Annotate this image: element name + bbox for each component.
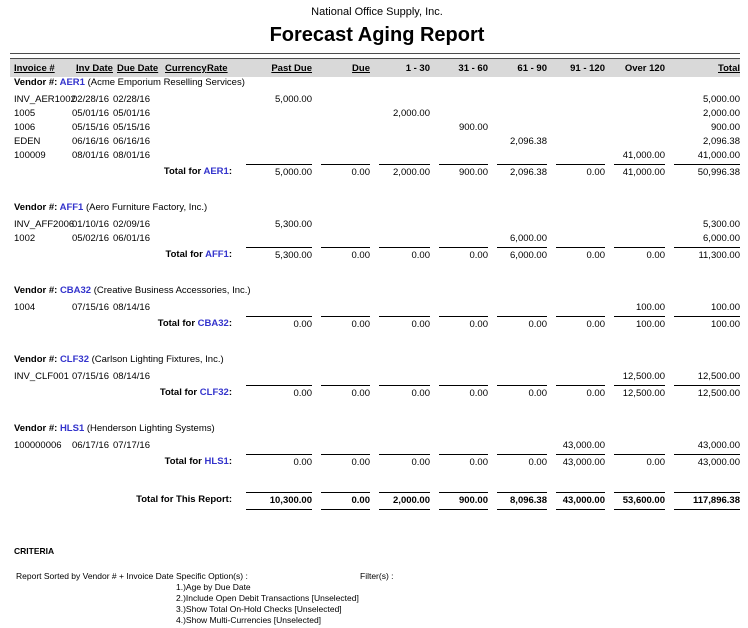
amount-total: 5,300.00 [703,219,740,230]
vendor-total-amount-past-due: 0.00 [246,454,312,468]
vendor-total-amount-due: 0.00 [321,164,370,178]
amount-over-120: 12,500.00 [622,371,665,382]
amount-due [312,136,370,147]
invoice-inv-date: 05/02/16 [72,233,109,244]
vendor-heading [14,423,740,434]
invoice-row [14,440,740,451]
invoice-currency [161,94,203,105]
vendor-total-code: AFF1 [205,249,229,260]
vendor-total-row [14,247,740,261]
vendor-name: (Carlson Lighting Fixtures, Inc.) [91,354,224,365]
total-colon: : [228,166,232,177]
invoice-row [14,94,740,105]
invoice-rate [203,150,237,161]
vendor-total-amount-past-due: 0.00 [246,385,312,399]
invoice-rate [203,233,237,244]
invoice-due-date: 07/17/16 [113,440,150,451]
vendor-number-label: Vendor #: [14,423,60,434]
amount-31-60: 900.00 [458,122,488,133]
amount-61-90: 2,096.38 [510,136,547,147]
amount-61-90 [488,440,547,451]
vendor-total-amount-due: 0.00 [321,385,370,399]
vendor-section [14,354,740,399]
column-header-31-60: 31 - 60 [458,63,488,74]
vendor-code: CBA32 [59,285,92,296]
amount-91-120 [547,371,605,382]
amount-over-120 [605,440,665,451]
total-colon: : [228,456,232,467]
amount-past-due: 5,300.00 [275,219,312,230]
amount-1-30 [370,371,430,382]
report-total-amount-over-120: 53,600.00 [614,492,665,510]
vendor-total-amount-past-due: 5,300.00 [246,247,312,261]
report-total-row [14,492,740,510]
vendor-total-code: CLF32 [199,387,229,398]
vendor-total-row [14,316,740,330]
invoice-row [14,136,740,147]
criteria-specific-options [176,571,360,626]
amount-total: 41,000.00 [697,150,740,161]
invoice-currency [161,219,203,230]
vendor-total-amount-1-30: 0.00 [379,385,430,399]
invoice-row [14,371,740,382]
amount-past-due [237,150,312,161]
invoice-row [14,122,740,133]
vendor-heading [14,77,740,88]
invoice-due-date: 05/15/16 [113,122,150,133]
column-header-due-date: Due Date [117,63,159,74]
amount-1-30 [370,122,430,133]
report-body [14,77,740,468]
criteria-filters-label: Filter(s) : [360,571,394,581]
amount-total: 2,096.38 [703,136,740,147]
vendor-heading [14,285,740,296]
amount-1-30 [370,302,430,313]
vendor-number-label: Vendor #: [14,285,60,296]
vendor-total-amount-1-30: 2,000.00 [379,164,430,178]
amount-total: 43,000.00 [697,440,740,451]
invoice-number: 1004 [14,302,36,313]
vendor-total-amount-91-120: 0.00 [556,385,605,399]
invoice-inv-date: 07/15/16 [72,371,109,382]
vendor-total-amount-31-60: 900.00 [439,164,488,178]
vendor-total-code: CBA32 [197,318,229,329]
amount-due [312,122,370,133]
vendor-total-label [14,247,237,261]
amount-91-120 [547,302,605,313]
vendor-heading [14,202,740,213]
invoice-number: INV_CLF001 [14,371,69,382]
vendor-total-label [14,316,237,330]
invoice-number: 1002 [14,233,36,244]
vendor-total-amount-61-90: 6,000.00 [497,247,547,261]
invoice-rate [203,440,237,451]
amount-91-120 [547,122,605,133]
vendor-number-label: Vendor #: [14,202,60,213]
vendor-code: HLS1 [59,423,85,434]
vendor-total-row [14,454,740,468]
amount-61-90 [488,219,547,230]
criteria-option-2: 2.)Include Open Debit Transactions [Unselected] [176,593,359,603]
invoice-number: EDEN [14,136,41,147]
invoice-rate [203,371,237,382]
amount-31-60 [430,136,488,147]
column-header-91-120: 91 - 120 [570,63,605,74]
invoice-rows [14,219,740,244]
amount-due [312,94,370,105]
invoice-number: 1005 [14,108,36,119]
vendor-total-amount-total: 11,300.00 [674,247,740,261]
total-for-text: Total for [165,249,206,260]
vendor-total-amount-over-120: 0.00 [614,247,665,261]
vendor-name: (Aero Furniture Factory, Inc.) [85,202,208,213]
amount-over-120 [605,122,665,133]
vendor-code: AER1 [59,77,85,88]
column-header-row [10,59,740,77]
total-colon: : [228,318,232,329]
vendor-name: (Creative Business Accessories, Inc.) [93,285,251,296]
invoice-number: 100000006 [14,440,62,451]
amount-total: 12,500.00 [697,371,740,382]
vendor-total-label [14,454,237,468]
vendor-total-amount-over-120: 41,000.00 [614,164,665,178]
amount-past-due [237,371,312,382]
column-header-due: Due [352,63,370,74]
amount-31-60 [430,108,488,119]
criteria-section [14,546,740,626]
invoice-inv-date: 05/01/16 [72,108,109,119]
report-total-amount-due: 0.00 [321,492,370,510]
amount-61-90 [488,150,547,161]
amount-over-120 [605,219,665,230]
vendor-total-amount-over-120: 100.00 [614,316,665,330]
vendor-code: CLF32 [59,354,89,365]
vendor-total-amount-total: 50,996.38 [674,164,740,178]
amount-past-due [237,108,312,119]
invoice-due-date: 02/09/16 [113,219,150,230]
amount-91-120 [547,150,605,161]
amount-over-120 [605,108,665,119]
column-header-past-due: Past Due [271,63,312,74]
total-for-text: Total for [164,456,205,467]
vendor-section [14,285,740,330]
amount-61-90 [488,94,547,105]
company-name: National Office Supply, Inc. [311,6,443,18]
amount-61-90: 6,000.00 [510,233,547,244]
vendor-total-amount-61-90: 0.00 [497,385,547,399]
amount-91-120 [547,233,605,244]
invoice-currency [161,108,203,119]
total-colon: : [228,249,232,260]
vendor-total-amount-past-due: 0.00 [246,316,312,330]
amount-61-90 [488,122,547,133]
vendor-total-code: HLS1 [204,456,229,467]
criteria-heading: CRITERIA [14,546,55,556]
criteria-option-3: 3.)Show Total On-Hold Checks [Unselected] [176,604,342,614]
vendor-total-label [14,164,237,178]
vendor-number-label: Vendor #: [14,354,60,365]
report-total-amount-91-120: 43,000.00 [556,492,605,510]
amount-31-60 [430,440,488,451]
vendor-total-amount-1-30: 0.00 [379,247,430,261]
amount-total: 900.00 [710,122,740,133]
amount-due [312,302,370,313]
amount-past-due [237,302,312,313]
vendor-total-amount-91-120: 0.00 [556,247,605,261]
amount-over-120 [605,136,665,147]
amount-31-60 [430,219,488,230]
amount-1-30 [370,440,430,451]
amount-1-30 [370,219,430,230]
column-header-total: Total [718,63,740,74]
vendor-total-amount-61-90: 2,096.38 [497,164,547,178]
report-total-amount-1-30: 2,000.00 [379,492,430,510]
amount-over-120: 100.00 [635,302,665,313]
amount-over-120 [605,94,665,105]
vendor-total-amount-61-90: 0.00 [497,316,547,330]
total-for-text: Total for [159,387,200,398]
vendor-total-amount-61-90: 0.00 [497,454,547,468]
vendor-total-amount-past-due: 5,000.00 [246,164,312,178]
invoice-row [14,233,740,244]
vendor-total-amount-over-120: 12,500.00 [614,385,665,399]
vendor-total-row [14,385,740,399]
amount-due [312,233,370,244]
vendor-total-amount-1-30: 0.00 [379,316,430,330]
vendor-total-label [14,385,237,399]
criteria-option-1: 1.)Age by Due Date [176,582,251,592]
amount-past-due [237,122,312,133]
vendor-total-amount-1-30: 0.00 [379,454,430,468]
report-total-label: Total for This Report: [136,494,232,505]
amount-due [312,219,370,230]
invoice-rate [203,122,237,133]
invoice-inv-date: 01/10/16 [72,219,109,230]
amount-past-due: 5,000.00 [275,94,312,105]
invoice-currency [161,136,203,147]
total-for-text: Total for [157,318,198,329]
invoice-currency [161,122,203,133]
amount-total: 100.00 [710,302,740,313]
amount-total: 5,000.00 [703,94,740,105]
vendor-total-amount-over-120: 0.00 [614,454,665,468]
vendor-section [14,202,740,261]
amount-91-120 [547,219,605,230]
amount-1-30: 2,000.00 [393,108,430,119]
amount-over-120 [605,233,665,244]
vendor-heading [14,354,740,365]
amount-91-120 [547,136,605,147]
invoice-rate [203,94,237,105]
vendor-total-amount-total: 100.00 [674,316,740,330]
invoice-inv-date: 07/15/16 [72,302,109,313]
invoice-currency [161,371,203,382]
amount-due [312,440,370,451]
invoice-row [14,302,740,313]
invoice-rate [203,302,237,313]
column-header-61-90: 61 - 90 [517,63,547,74]
amount-61-90 [488,302,547,313]
column-header-1-30: 1 - 30 [405,63,430,74]
amount-total: 2,000.00 [703,108,740,119]
amount-91-120 [547,108,605,119]
vendor-section [14,423,740,468]
amount-total: 6,000.00 [703,233,740,244]
vendor-total-amount-91-120: 0.00 [556,164,605,178]
column-header-over-120: Over 120 [624,63,665,74]
invoice-inv-date: 08/01/16 [72,150,109,161]
criteria-options-list [176,582,360,626]
amount-61-90 [488,371,547,382]
invoice-number: INV_AER1002 [14,94,76,105]
vendor-total-code: AER1 [203,166,229,177]
invoice-currency [161,302,203,313]
invoice-inv-date: 06/16/16 [72,136,109,147]
report-total-amount-past-due: 10,300.00 [246,492,312,510]
amount-91-120: 43,000.00 [562,440,605,451]
report-total-amount-31-60: 900.00 [439,492,488,510]
invoice-number: INV_AFF2006 [14,219,75,230]
total-for-text: Total for [163,166,204,177]
amount-over-120: 41,000.00 [622,150,665,161]
amount-1-30 [370,94,430,105]
amount-past-due [237,233,312,244]
total-colon: : [228,387,232,398]
criteria-option-4: 4.)Show Multi-Currencies [Unselected] [176,615,322,625]
report-total-amount-total: 117,896.38 [674,492,740,510]
amount-1-30 [370,233,430,244]
invoice-currency [161,150,203,161]
amount-61-90 [488,108,547,119]
vendor-total-amount-total: 43,000.00 [674,454,740,468]
column-header-inv-date: Inv Date [76,63,113,74]
amount-31-60 [430,302,488,313]
invoice-inv-date: 02/28/16 [72,94,109,105]
invoice-currency [161,440,203,451]
criteria-specific-options-label: Specific Option(s) : [176,571,248,581]
invoice-due-date: 06/01/16 [113,233,150,244]
invoice-due-date: 08/01/16 [113,150,150,161]
amount-past-due [237,440,312,451]
invoice-due-date: 06/16/16 [113,136,150,147]
vendor-total-row [14,164,740,178]
invoice-row [14,219,740,230]
report-total-amount-61-90: 8,096.38 [497,492,547,510]
amount-due [312,371,370,382]
amount-due [312,150,370,161]
invoice-number: 1006 [14,122,36,133]
vendor-number-label: Vendor #: [14,77,60,88]
vendor-total-amount-31-60: 0.00 [439,247,488,261]
column-header-currency: Currency [165,63,207,74]
invoice-due-date: 05/01/16 [113,108,150,119]
invoice-rows [14,440,740,451]
column-header-rate: Rate [207,63,228,74]
invoice-rate [203,136,237,147]
amount-31-60 [430,371,488,382]
invoice-number: 100009 [14,150,46,161]
page-title: Forecast Aging Report [269,24,485,46]
criteria-sorted-by: Report Sorted by Vendor # + Invoice Date [16,571,174,581]
vendor-total-amount-due: 0.00 [321,316,370,330]
invoice-rows [14,371,740,382]
amount-1-30 [370,136,430,147]
vendor-total-amount-due: 0.00 [321,247,370,261]
amount-due [312,108,370,119]
amount-1-30 [370,150,430,161]
vendor-total-amount-due: 0.00 [321,454,370,468]
vendor-name: (Acme Emporium Reselling Services) [87,77,245,88]
amount-91-120 [547,94,605,105]
vendor-code: AFF1 [59,202,84,213]
vendor-name: (Henderson Lighting Systems) [86,423,215,434]
invoice-rate [203,108,237,119]
vendor-total-amount-31-60: 0.00 [439,454,488,468]
invoice-due-date: 08/14/16 [113,302,150,313]
vendor-total-amount-91-120: 0.00 [556,316,605,330]
invoice-row [14,108,740,119]
vendor-total-amount-31-60: 0.00 [439,316,488,330]
column-header-invoice: Invoice # [14,63,55,74]
invoice-due-date: 02/28/16 [113,94,150,105]
amount-31-60 [430,233,488,244]
invoice-inv-date: 06/17/16 [72,440,109,451]
criteria-details [14,571,740,626]
amount-past-due [237,136,312,147]
invoice-rows [14,302,740,313]
invoice-due-date: 08/14/16 [113,371,150,382]
amount-31-60 [430,94,488,105]
invoice-currency [161,233,203,244]
invoice-inv-date: 05/15/16 [72,122,109,133]
vendor-total-amount-31-60: 0.00 [439,385,488,399]
vendor-total-amount-total: 12,500.00 [674,385,740,399]
invoice-rows [14,94,740,161]
invoice-row [14,150,740,161]
vendor-total-amount-91-120: 43,000.00 [556,454,605,468]
amount-31-60 [430,150,488,161]
vendor-section [14,77,740,178]
invoice-rate [203,219,237,230]
